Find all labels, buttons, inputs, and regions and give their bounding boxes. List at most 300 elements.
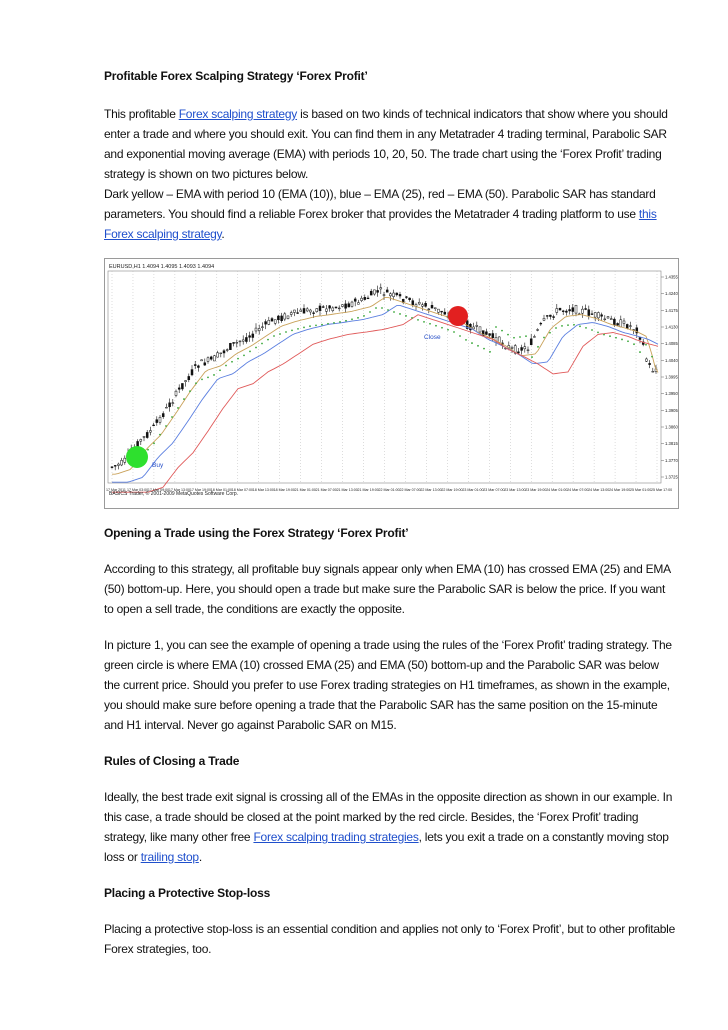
candle-body <box>297 313 299 314</box>
candle-body <box>623 321 625 323</box>
sar-dot <box>399 313 401 315</box>
candle-body <box>293 310 295 312</box>
candle-body <box>543 318 545 320</box>
time-axis-label: 24 Mar 07:00 <box>567 488 589 492</box>
sar-dot <box>381 307 383 309</box>
candle-body <box>581 309 583 313</box>
candle-body <box>341 305 343 307</box>
time-axis-label: 23 Mar 19:00 <box>525 488 547 492</box>
sar-dot <box>609 335 611 337</box>
sar-dot <box>243 354 245 356</box>
candle-body <box>607 317 609 318</box>
candle-body <box>377 290 379 292</box>
sar-dot <box>369 311 371 313</box>
candle-body <box>610 319 612 320</box>
sar-dot <box>435 325 437 327</box>
candle-body <box>210 357 212 359</box>
sar-dot <box>195 382 197 384</box>
opening-paragraph-1: According to this strategy, all profitable buy signals appear only when EMA (10) has crossed EMA (25) and EMA (50) bottom-up. Here, you should open a trade but make sure the Parabolic SAR is below the price. If you want to open a sell trade, the conditions are exactly the opposite. <box>104 562 671 616</box>
candle-body <box>652 371 654 372</box>
sar-dot <box>303 327 305 329</box>
candle-body <box>236 342 238 343</box>
sar-dot <box>471 342 473 344</box>
candle-body <box>485 332 487 335</box>
sar-dot <box>483 348 485 350</box>
candle-body <box>569 310 571 311</box>
candle-body <box>473 327 475 329</box>
candle-body <box>354 299 356 301</box>
candle-body <box>274 320 276 324</box>
sar-dot <box>255 347 257 349</box>
sar-dot <box>537 346 539 348</box>
intro-text-3: Dark yellow – EMA with period 10 (EMA (10)), blue – EMA (25), red – EMA (50). Parabolic SAR has standard parameters. You should find a reliable Forex broker that provides the Metatrader 4 trading platform to use <box>104 187 656 221</box>
sar-dot <box>285 331 287 333</box>
candle-body <box>364 297 366 299</box>
sar-dot <box>453 331 455 333</box>
sar-dot <box>171 416 173 418</box>
candle-body <box>489 334 491 336</box>
candle-body <box>549 315 551 316</box>
candle-body <box>556 309 558 313</box>
sar-dot <box>363 315 365 317</box>
candle-body <box>361 298 363 300</box>
sar-dot <box>333 322 335 324</box>
candle-body <box>533 336 535 337</box>
sar-dot <box>309 325 311 327</box>
candle-body <box>511 347 513 348</box>
candle-body <box>140 439 142 441</box>
page-title: Profitable Forex Scalping Strategy ‘Forex Profit’ <box>104 69 368 83</box>
candle-body <box>313 313 315 314</box>
price-axis-label: 1.3770 <box>665 457 678 463</box>
sar-dot <box>573 324 575 326</box>
sar-dot <box>273 335 275 337</box>
candle-body <box>143 436 145 437</box>
candle-body <box>245 337 247 341</box>
sar-dot <box>201 378 203 380</box>
candle-body <box>325 309 327 311</box>
candle-body <box>559 308 561 310</box>
sar-dot <box>183 398 185 400</box>
candle-body <box>626 324 628 328</box>
time-axis-label: 24 Mar 13:00 <box>588 488 610 492</box>
candle-body <box>249 336 251 338</box>
time-axis-label: 22 Mar 07:00 <box>399 488 421 492</box>
candle-body <box>386 290 388 292</box>
time-axis-label: 21 Mar 19:00 <box>357 488 379 492</box>
sar-dot <box>585 327 587 329</box>
candle-body <box>431 305 433 308</box>
price-axis-label: 1.3950 <box>665 391 678 397</box>
sar-dot <box>489 351 491 353</box>
sar-dot <box>561 325 563 327</box>
candle-body <box>617 323 619 325</box>
sar-dot <box>501 330 503 332</box>
price-axis-label: 1.4175 <box>665 307 678 313</box>
sar-dot <box>339 321 341 323</box>
candle-body <box>258 329 260 331</box>
sar-dot <box>267 339 269 341</box>
candle-body <box>476 325 478 326</box>
sar-dot <box>321 324 323 326</box>
candle-body <box>562 311 564 312</box>
buy-signal-circle <box>126 446 148 468</box>
candle-body <box>191 370 193 375</box>
time-axis-label: 17 Mar 2011 <box>106 488 126 492</box>
time-axis-label: 17 Mar 09:00 <box>147 488 170 492</box>
closing-paragraph <box>104 787 676 867</box>
sar-dot <box>291 329 293 331</box>
candle-body <box>639 337 641 339</box>
candle-body <box>367 298 369 299</box>
sar-dot <box>633 343 635 345</box>
sar-dot <box>297 328 299 330</box>
time-axis-label: 22 Mar 13:00 <box>420 488 442 492</box>
closing-text-2: , lets you exit a trade on a constantly moving stop loss or <box>104 830 669 864</box>
section-heading-stoploss: Placing a Protective Stop-loss <box>104 886 271 900</box>
sar-dot <box>507 334 509 336</box>
time-axis-label: 17 Mar 19:00 <box>189 488 212 492</box>
sar-dot <box>447 329 449 331</box>
candle-body <box>153 425 155 426</box>
price-axis-label: 1.4040 <box>665 357 678 363</box>
sar-dot <box>159 434 161 436</box>
candle-body <box>527 350 529 351</box>
candle-body <box>332 308 334 311</box>
sar-dot <box>345 320 347 322</box>
time-axis-label: 22 Mar 01:00 <box>378 488 400 492</box>
time-axis-label: 18 Mar 19:00 <box>273 488 295 492</box>
candle-body <box>437 309 439 312</box>
trade-chart <box>105 259 678 508</box>
candle-body <box>649 363 651 364</box>
candle-body <box>322 307 324 308</box>
candle-body <box>181 383 183 389</box>
sar-dot <box>429 323 431 325</box>
candle-body <box>124 458 126 462</box>
time-axis-label: 17 Mar 13:00 <box>168 488 191 492</box>
candle-body <box>162 414 164 417</box>
candle-body <box>265 322 267 325</box>
candle-body <box>335 307 337 308</box>
candle-body <box>233 342 235 343</box>
time-axis-label: 18 Mar 01:00 <box>210 488 232 492</box>
candle-body <box>114 465 116 466</box>
sar-dot <box>219 369 221 371</box>
sar-dot <box>411 317 413 319</box>
candle-body <box>188 376 190 379</box>
stoploss-paragraph: Placing a protective stop-loss is an essential condition and applies not only to ‘Forex Profit’, but to other profitable Forex strategies, too. <box>104 922 676 956</box>
opening-paragraph-2: In picture 1, you can see the example of opening a trade using the rules of the ‘Forex Profit’ trading strategy. The green circle is where EMA (10) crossed EMA (25) and EMA (50) bottom-up and the Parabolic SAR was below the current price. Should you prefer to use Forex trading strategies on H1 timeframes, as shown in the example, you should make sure before opening a trade that the Parabolic SAR has the same position on the 15-minute and H1 interval. Never go against Parabolic SAR on M15. <box>104 638 672 732</box>
candle-body <box>277 316 279 320</box>
candle-body <box>421 305 423 306</box>
candle-body <box>242 340 244 341</box>
time-axis-label: 21 Mar 13:00 <box>336 488 358 492</box>
candle-body <box>524 347 526 349</box>
candle-body <box>229 343 231 349</box>
sar-dot <box>177 407 179 409</box>
time-axis-label: 23 Mar 07:00 <box>483 488 505 492</box>
sar-dot <box>441 327 443 329</box>
candle-body <box>399 294 401 296</box>
candle-body <box>185 381 187 382</box>
candle-body <box>645 359 647 361</box>
intro-text-1: This profitable <box>104 107 179 121</box>
candle-body <box>585 309 587 310</box>
candle-body <box>575 305 577 313</box>
candle-body <box>613 319 615 325</box>
candle-body <box>207 358 209 362</box>
section-heading-opening: Opening a Trade using the Forex Strategy ‘Forex Profit’ <box>104 526 409 540</box>
candle-body <box>217 353 219 357</box>
section-heading-closing: Rules of Closing a Trade <box>104 754 240 768</box>
candle-body <box>591 314 593 315</box>
sar-dot <box>189 390 191 392</box>
sar-dot <box>639 351 641 353</box>
candle-body <box>117 464 119 465</box>
intro-text-4: . <box>221 227 225 241</box>
sar-dot <box>405 315 407 317</box>
sar-dot <box>579 325 581 327</box>
trade-chart-figure <box>104 258 679 509</box>
price-axis-label: 1.3815 <box>665 441 678 447</box>
candle-body <box>268 320 270 324</box>
sar-dot <box>531 356 533 358</box>
sar-dot <box>597 331 599 333</box>
time-axis-label: 17 Mar 03:00 <box>126 488 149 492</box>
intro-text-2: is based on two kinds of technical indicators that show where you should enter a trade and where you should exit. You can find them in any Metatrader 4 trading terminal, Parabolic SAR and exponential moving average (EMA) with periods 10, 20, 50. The trade chart using the ‘Forex Profit’ trading strategy is shown on two pictures below. <box>104 107 668 181</box>
sar-dot <box>231 361 233 363</box>
candle-body <box>149 431 151 433</box>
sar-dot <box>153 442 155 444</box>
candle-body <box>530 339 532 345</box>
candle-body <box>383 295 385 296</box>
candle-body <box>204 363 206 365</box>
candle-body <box>409 298 411 300</box>
candle-body <box>316 309 318 312</box>
sar-dot <box>543 337 545 339</box>
candle-body <box>428 309 430 310</box>
candle-body <box>620 320 622 327</box>
candle-body <box>425 303 427 306</box>
candle-body <box>405 297 407 298</box>
candle-body <box>396 293 398 295</box>
time-axis-label: 25 Mar 01:00 <box>630 488 652 492</box>
close-signal-circle <box>448 306 468 326</box>
candle-body <box>169 403 171 407</box>
sar-dot <box>423 321 425 323</box>
sar-dot <box>213 374 215 376</box>
sar-dot <box>327 323 329 325</box>
sar-dot <box>249 351 251 353</box>
time-axis-label: 23 Mar 01:00 <box>462 488 484 492</box>
price-axis-label: 1.3725 <box>665 474 678 480</box>
candle-body <box>309 310 311 312</box>
price-axis-label: 1.4240 <box>665 291 678 297</box>
candle-body <box>281 316 283 321</box>
candle-body <box>373 290 375 294</box>
candle-body <box>479 327 481 332</box>
closing-text-1: Ideally, the best trade exit signal is crossing all of the EMAs in the opposite direction as shown in our example. In this case, a trade should be closed at the point marked by the red circle. Besides, the ‘Forex Profit’ trading strategy, like many other free <box>104 790 673 844</box>
candle-body <box>319 306 321 311</box>
sar-dot <box>651 356 653 358</box>
candle-body <box>213 356 215 361</box>
candle-body <box>351 302 353 306</box>
candle-body <box>348 304 350 307</box>
sar-dot <box>567 324 569 326</box>
candle-body <box>357 303 359 305</box>
candle-body <box>255 328 257 331</box>
sar-dot <box>387 309 389 311</box>
candle-body <box>380 288 382 289</box>
intro-paragraph <box>104 104 676 184</box>
document-page <box>104 66 676 959</box>
forex-scalping-trading-strategies-link[interactable]: Forex scalping trading strategies <box>253 830 419 844</box>
candle-body <box>546 316 548 317</box>
candle-body <box>517 352 519 353</box>
sar-dot <box>357 317 359 319</box>
sar-dot <box>393 311 395 313</box>
candle-body <box>492 334 494 338</box>
sar-dot <box>165 425 167 427</box>
candle-body <box>220 353 222 354</box>
candle-body <box>287 316 289 319</box>
price-axis-label: 1.4355 <box>665 274 678 280</box>
candle-body <box>540 323 542 324</box>
sar-dot <box>237 358 239 360</box>
candle-body <box>121 460 123 465</box>
candle-body <box>345 304 347 308</box>
candle-body <box>261 327 263 328</box>
candle-body <box>572 308 574 312</box>
closing-text-3: . <box>198 850 202 864</box>
candle-body <box>156 420 158 423</box>
candle-body <box>329 306 331 308</box>
candle-body <box>197 366 199 368</box>
sar-dot <box>615 337 617 339</box>
sar-dot <box>603 334 605 336</box>
candle-body <box>226 350 228 351</box>
candle-body <box>597 313 599 318</box>
time-axis-label: 23 Mar 13:00 <box>504 488 526 492</box>
time-axis-label: 22 Mar 19:00 <box>441 488 463 492</box>
sar-dot <box>495 326 497 328</box>
trailing-stop-link[interactable]: trailing stop <box>140 850 199 864</box>
candle-body <box>111 467 113 468</box>
forex-scalping-strategy-link[interactable]: Forex scalping strategy <box>178 107 298 121</box>
candle-body <box>537 330 539 331</box>
price-axis-label: 1.4085 <box>665 341 678 347</box>
sar-dot <box>525 335 527 337</box>
sar-dot <box>351 318 353 320</box>
sar-dot <box>477 345 479 347</box>
sar-dot <box>513 337 515 339</box>
this-forex-scalping-strategy-link[interactable]: this Forex scalping strategy <box>104 207 657 241</box>
sar-dot <box>555 327 557 329</box>
candle-body <box>306 309 308 311</box>
time-axis-label: 18 Mar 13:00 <box>252 488 274 492</box>
time-axis-label: 21 Mar 07:00 <box>315 488 337 492</box>
candle-body <box>239 341 241 342</box>
sar-dot <box>207 376 209 378</box>
sar-dot <box>465 339 467 341</box>
candle-body <box>165 407 167 408</box>
candle-body <box>601 315 603 317</box>
time-axis-label: 25 Mar 17:00 <box>651 488 673 492</box>
candle-body <box>175 391 177 395</box>
candle-body <box>178 388 180 389</box>
sar-dot <box>261 343 263 345</box>
candle-body <box>604 319 606 320</box>
candle-body <box>300 310 302 311</box>
candle-body <box>434 308 436 309</box>
candle-body <box>412 301 414 305</box>
sar-dot <box>621 339 623 341</box>
time-axis-label: 18 Mar 07:00 <box>231 488 253 492</box>
candle-body <box>172 403 174 404</box>
sar-dot <box>459 335 461 337</box>
candle-body <box>418 302 420 304</box>
sar-dot <box>519 336 521 338</box>
candle-body <box>629 326 631 327</box>
candle-body <box>271 319 273 322</box>
time-axis-label: 21 Mar 01:00 <box>294 488 316 492</box>
sar-dot <box>225 365 227 367</box>
candle-body <box>553 317 555 318</box>
close-label: Close <box>424 334 441 341</box>
candle-body <box>338 308 340 309</box>
sar-dot <box>549 332 551 334</box>
candle-body <box>444 312 446 314</box>
sar-dot <box>417 319 419 321</box>
buy-label: Buy <box>152 462 164 469</box>
sar-dot <box>375 307 377 309</box>
time-axis-label: 24 Mar 19:00 <box>609 488 631 492</box>
sar-dot <box>627 340 629 342</box>
candle-body <box>201 360 203 361</box>
candle-body <box>594 313 596 318</box>
candle-body <box>588 310 590 316</box>
candle-body <box>284 314 286 319</box>
price-axis-label: 1.3905 <box>665 407 678 413</box>
candle-body <box>441 311 443 312</box>
chart-footer-text: BASICS Trader, © 2001-2009 MetaQuotes Software Corp. <box>109 491 239 497</box>
candle-body <box>252 334 254 338</box>
intro-paragraph-2 <box>104 184 676 244</box>
candle-body <box>146 432 148 437</box>
candle-body <box>290 313 292 315</box>
time-axis-label: 24 Mar 01:00 <box>546 488 568 492</box>
candle-body <box>194 365 196 366</box>
sar-dot <box>279 333 281 335</box>
candle-body <box>370 291 372 295</box>
candle-body <box>521 348 523 351</box>
chart-header-text: EURUSD,H1 1.4094 1.4095 1.4093 1.4094 <box>109 264 215 270</box>
price-axis-label: 1.3860 <box>665 424 678 430</box>
candle-body <box>159 417 161 422</box>
candle-body <box>565 311 567 312</box>
candle-body <box>303 308 305 313</box>
price-axis-label: 1.4130 <box>665 324 678 330</box>
candle-body <box>223 351 225 353</box>
price-axis-label: 1.3995 <box>665 374 678 380</box>
candle-body <box>393 293 395 297</box>
sar-dot <box>645 344 647 346</box>
sar-dot <box>315 324 317 326</box>
candle-body <box>389 294 391 296</box>
sar-dot <box>591 329 593 331</box>
sar-dot <box>147 449 149 451</box>
